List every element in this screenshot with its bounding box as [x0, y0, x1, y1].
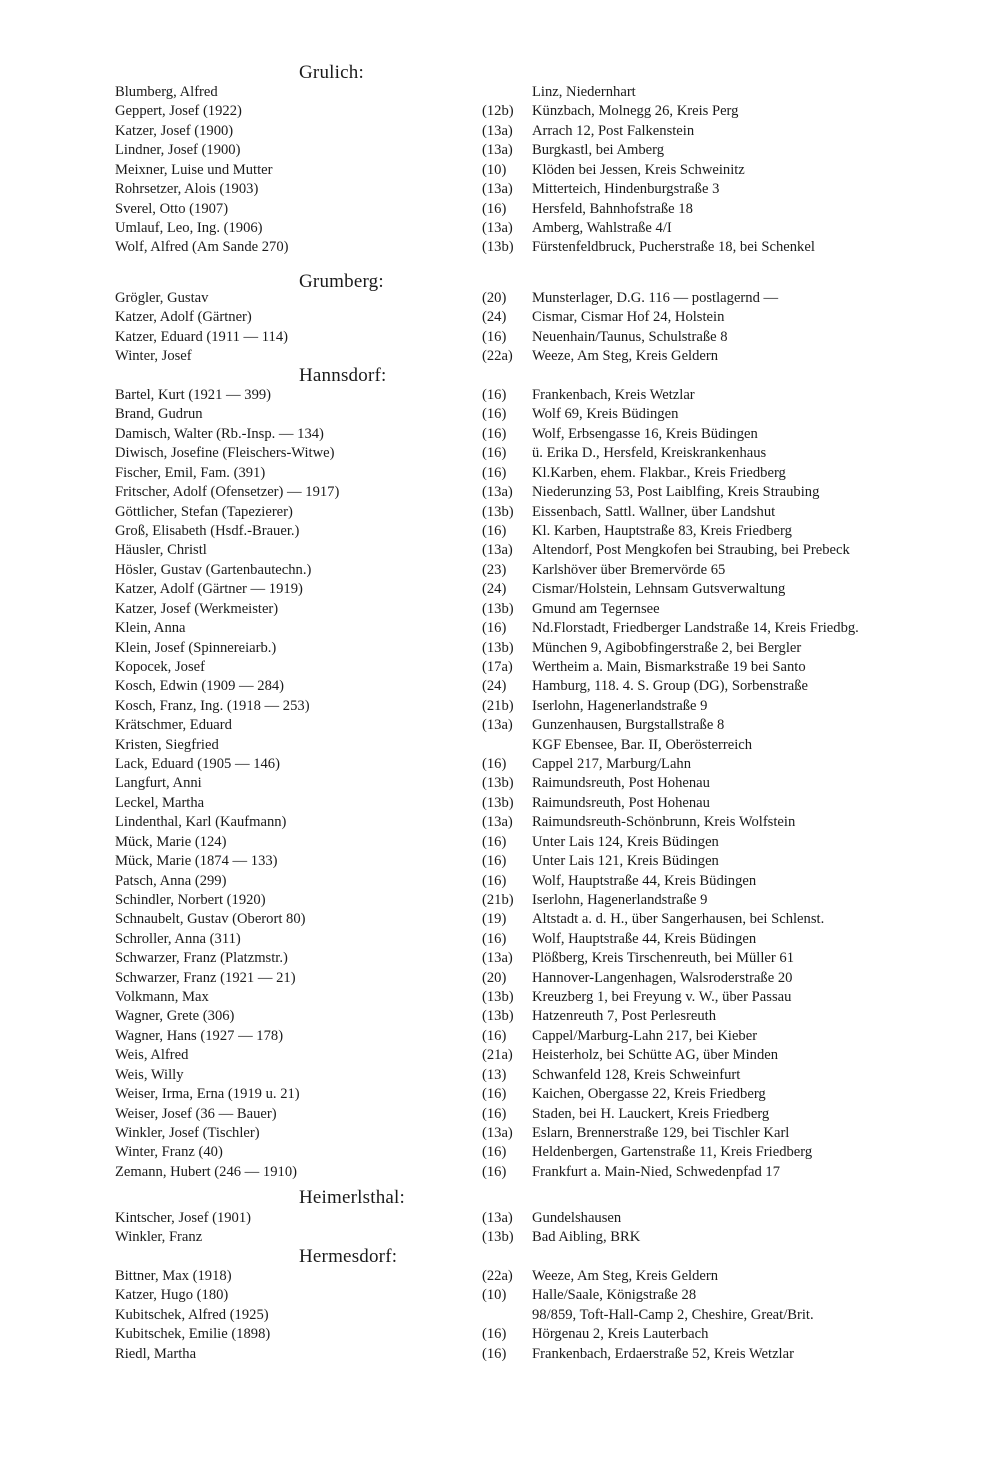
entry-row [0, 1325, 1000, 1344]
zone-code: (16) [482, 1144, 507, 1161]
entry-row [0, 1345, 1000, 1364]
address: Hörgenau 2, Kreis Lauterbach [532, 1326, 709, 1343]
address: Klöden bei Jessen, Kreis Schweinitz [532, 161, 745, 178]
zone-code: (16) [482, 406, 507, 423]
address: Hannover-Langenhagen, Walsroderstraße 20 [532, 969, 793, 986]
zone-code: (16) [482, 328, 507, 345]
zone-code: (13b) [482, 600, 514, 617]
person-name: Kristen, Siegfried [115, 736, 219, 753]
zone-code: (16) [482, 756, 507, 772]
zone-code: (10) [482, 161, 507, 178]
person-name: Schwarzer, Franz (1921 — 21) [115, 969, 296, 986]
entry-row [0, 522, 1000, 541]
person-name: Lindenthal, Karl (Kaufmann) [115, 814, 287, 831]
address: Raimundsreuth-Schönbrunn, Kreis Wolfstein [532, 814, 796, 831]
person-name: Weis, Willy [115, 1066, 184, 1083]
zone-code: (13a) [482, 219, 513, 236]
address: Raimundsreuth, Post Hohenau [532, 775, 710, 792]
zone-code: (16) [482, 522, 507, 539]
person-name: Wagner, Hans (1927 — 178) [115, 1027, 284, 1044]
zone-code: (13b) [482, 239, 514, 256]
section-heading: Grumberg: [299, 271, 384, 292]
zone-code: (13a) [482, 950, 513, 967]
zone-code: (10) [482, 1287, 507, 1304]
zone-code: (16) [482, 853, 507, 870]
address: Kreuzberg 1, bei Freyung v. W., über Passau [532, 989, 792, 1005]
person-name: Rohrsetzer, Alois (1903) [115, 181, 259, 198]
person-name: Kosch, Franz, Ing. (1918 — 253) [115, 697, 310, 714]
person-name: Grögler, Gustav [115, 290, 209, 306]
address: Frankfurt a. Main-Nied, Schwedenpfad 17 [532, 1163, 781, 1180]
person-name: Katzer, Eduard (1911 — 114) [115, 328, 288, 345]
entry-row [0, 833, 1000, 852]
address: Heldenbergen, Gartenstraße 11, Kreis Friedberg [532, 1144, 813, 1161]
address: Linz, Niedernhart [532, 84, 636, 100]
address: Halle/Saale, Königstraße 28 [532, 1287, 697, 1304]
zone-code: (19) [482, 911, 507, 928]
zone-code: (21b) [482, 891, 514, 908]
address: Eissenbach, Sattl. Wallner, über Landshut [532, 503, 776, 520]
entry-row [0, 483, 1000, 502]
address: München 9, Agibobfingerstraße 2, bei Bergler [532, 639, 802, 656]
zone-code: (13a) [482, 181, 513, 198]
entry-row [0, 852, 1000, 871]
zone-code: (21a) [482, 1047, 513, 1064]
section-heading: Hannsdorf: [299, 365, 387, 386]
person-name: Riedl, Martha [115, 1345, 197, 1362]
person-name: Bittner, Max (1918) [115, 1268, 232, 1284]
address: Altstadt a. d. H., über Sangerhausen, bei Schlenst. [532, 911, 825, 928]
address: Amberg, Wahlstraße 4/I [532, 219, 672, 236]
address: Eslarn, Brennerstraße 129, bei Tischler Karl [532, 1125, 790, 1141]
address: Plößberg, Kreis Tirschenreuth, bei Müller 61 [532, 950, 794, 967]
zone-code: (12b) [482, 103, 514, 120]
address: Frankenbach, Erdaerstraße 52, Kreis Wetzlar [532, 1345, 794, 1362]
person-name: Göttlicher, Stefan (Tapezierer) [115, 503, 293, 520]
zone-code: (13a) [482, 142, 513, 159]
address: Unter Lais 121, Kreis Büdingen [532, 853, 719, 870]
entry-row [0, 639, 1000, 658]
address: Kl. Karben, Hauptstraße 83, Kreis Friedberg [532, 522, 792, 539]
person-name: Blumberg, Alfred [115, 84, 218, 100]
address: Gunzenhausen, Burgstallstraße 8 [532, 717, 725, 734]
zone-code: (20) [482, 290, 507, 306]
person-name: Kintscher, Josef (1901) [115, 1210, 251, 1226]
address: Burgkastl, bei Amberg [532, 142, 665, 159]
zone-code: (16) [482, 833, 507, 850]
person-name: Geppert, Josef (1922) [115, 103, 242, 120]
zone-code: (13a) [482, 814, 513, 831]
entry-row [0, 949, 1000, 968]
person-name: Fischer, Emil, Fam. (391) [115, 464, 266, 481]
zone-code: (22a) [482, 1268, 513, 1284]
zone-code: (16) [482, 1345, 507, 1362]
section-heading: Heimerlsthal: [299, 1187, 406, 1208]
person-name: Kubitschek, Alfred (1925) [115, 1306, 269, 1323]
entry-row [0, 813, 1000, 832]
address: Kaichen, Obergasse 22, Kreis Friedberg [532, 1086, 766, 1103]
person-name: Winter, Franz (40) [115, 1144, 223, 1161]
address: Heisterholz, bei Schütte AG, über Minden [532, 1047, 779, 1064]
person-name: Wagner, Grete (306) [115, 1008, 235, 1025]
zone-code: (16) [482, 1086, 507, 1103]
address: Wolf, Hauptstraße 44, Kreis Büdingen [532, 930, 757, 947]
person-name: Weiser, Josef (36 — Bauer) [115, 1105, 277, 1122]
entry-row [0, 600, 1000, 619]
person-name: Winkler, Franz [115, 1229, 203, 1246]
address: Arrach 12, Post Falkenstein [532, 122, 695, 139]
address: Nd.Florstadt, Friedberger Landstraße 14, Kreis Friedbg. [532, 620, 859, 636]
address: Künzbach, Molnegg 26, Kreis Perg [532, 103, 739, 120]
address: ü. Erika D., Hersfeld, Kreiskrankenhaus [532, 445, 767, 462]
address: Raimundsreuth, Post Hohenau [532, 794, 710, 811]
zone-code: (13a) [482, 122, 513, 139]
zone-code: (16) [482, 1105, 507, 1122]
address: Cappel/Marburg-Lahn 217, bei Kieber [532, 1027, 758, 1044]
entry-row [0, 930, 1000, 949]
person-name: Kopocek, Josef [115, 658, 205, 675]
entry-row [0, 1027, 1000, 1046]
entry-row [0, 238, 1000, 257]
zone-code: (13b) [482, 989, 514, 1005]
address: Bad Aibling, BRK [532, 1229, 641, 1246]
person-name: Schroller, Anna (311) [115, 930, 241, 947]
section-heading: Grulich: [299, 62, 364, 83]
person-name: Volkmann, Max [115, 989, 209, 1005]
zone-code: (13a) [482, 717, 513, 734]
entry-row [0, 347, 1000, 366]
entry-row [0, 716, 1000, 735]
zone-code: (24) [482, 581, 507, 598]
address: Fürstenfeldbruck, Pucherstraße 18, bei Schenkel [532, 239, 815, 256]
address: Gmund am Tegernsee [532, 600, 660, 617]
address: Weeze, Am Steg, Kreis Geldern [532, 348, 719, 365]
entry-row [0, 161, 1000, 180]
person-name: Mück, Marie (124) [115, 833, 227, 850]
address: Hersfeld, Bahnhofstraße 18 [532, 200, 693, 217]
zone-code: (13b) [482, 794, 514, 811]
zone-code: (16) [482, 620, 507, 636]
section-heading: Hermesdorf: [299, 1246, 398, 1267]
entry-row [0, 1163, 1000, 1182]
person-name: Fritscher, Adolf (Ofensetzer) — 1917) [115, 484, 340, 501]
entry-row [0, 102, 1000, 121]
entry-row [0, 386, 1000, 405]
person-name: Patsch, Anna (299) [115, 872, 227, 889]
zone-code: (16) [482, 387, 507, 403]
person-name: Häusler, Christl [115, 542, 207, 559]
address: Cappel 217, Marburg/Lahn [532, 756, 692, 772]
address: Gundelshausen [532, 1210, 622, 1226]
zone-code: (13b) [482, 639, 514, 656]
entry-row [0, 219, 1000, 238]
entry-row [0, 541, 1000, 560]
entry-row [0, 83, 1000, 102]
entry-row [0, 755, 1000, 774]
address: Hamburg, 118. 4. S. Group (DG), Sorbenstraße [532, 678, 809, 695]
address: Cismar, Cismar Hof 24, Holstein [532, 309, 725, 326]
entry-row [0, 289, 1000, 308]
zone-code: (16) [482, 425, 507, 442]
zone-code: (23) [482, 561, 507, 578]
person-name: Katzer, Hugo (180) [115, 1287, 229, 1304]
person-name: Schwarzer, Franz (Platzmstr.) [115, 950, 288, 967]
entry-row [0, 425, 1000, 444]
entry-row [0, 328, 1000, 347]
person-name: Krätschmer, Eduard [115, 717, 232, 734]
person-name: Katzer, Josef (1900) [115, 122, 234, 139]
zone-code: (24) [482, 678, 507, 695]
entry-row [0, 910, 1000, 929]
address: Wolf, Hauptstraße 44, Kreis Büdingen [532, 872, 757, 889]
address: Munsterlager, D.G. 116 — postlagernd — [532, 290, 779, 306]
person-name: Bartel, Kurt (1921 — 399) [115, 387, 272, 403]
person-name: Winter, Josef [115, 348, 192, 365]
address: Iserlohn, Hagenerlandstraße 9 [532, 697, 708, 714]
person-name: Kosch, Edwin (1909 — 284) [115, 678, 285, 695]
entry-row [0, 580, 1000, 599]
zone-code: (24) [482, 309, 507, 326]
address: Altendorf, Post Mengkofen bei Straubing, bei Prebeck [532, 542, 850, 559]
person-name: Katzer, Adolf (Gärtner — 1919) [115, 581, 303, 598]
entry-row [0, 122, 1000, 141]
entry-row [0, 308, 1000, 327]
entry-row [0, 677, 1000, 696]
zone-code: (16) [482, 1326, 507, 1343]
address: Staden, bei H. Lauckert, Kreis Friedberg [532, 1105, 770, 1122]
entry-row [0, 774, 1000, 793]
zone-code: (13b) [482, 775, 514, 792]
address: Kl.Karben, ehem. Flakbar., Kreis Friedberg [532, 464, 786, 481]
entry-row [0, 1143, 1000, 1162]
entry-row [0, 697, 1000, 716]
address: Wolf 69, Kreis Büdingen [532, 406, 679, 423]
zone-code: (16) [482, 200, 507, 217]
person-name: Lindner, Josef (1900) [115, 142, 241, 159]
entry-row [0, 1066, 1000, 1085]
entry-row [0, 444, 1000, 463]
address: Schwanfeld 128, Kreis Schweinfurt [532, 1066, 741, 1083]
address: Weeze, Am Steg, Kreis Geldern [532, 1268, 719, 1284]
zone-code: (16) [482, 1163, 507, 1180]
zone-code: (13b) [482, 503, 514, 520]
entry-row [0, 561, 1000, 580]
entry-row [0, 180, 1000, 199]
person-name: Weis, Alfred [115, 1047, 189, 1064]
entry-row [0, 1085, 1000, 1104]
person-name: Diwisch, Josefine (Fleischers-Witwe) [115, 445, 335, 462]
address: 98/859, Toft-Hall-Camp 2, Cheshire, Great/Brit. [532, 1306, 814, 1323]
entry-row [0, 1007, 1000, 1026]
zone-code: (20) [482, 969, 507, 986]
entry-row [0, 1124, 1000, 1143]
person-name: Lack, Eduard (1905 — 146) [115, 756, 280, 772]
entry-row [0, 1306, 1000, 1325]
person-name: Langfurt, Anni [115, 775, 202, 792]
address: Wertheim a. Main, Bismarkstraße 19 bei Santo [532, 658, 806, 675]
person-name: Leckel, Martha [115, 794, 205, 811]
address: Frankenbach, Kreis Wetzlar [532, 387, 695, 403]
person-name: Schnaubelt, Gustav (Oberort 80) [115, 911, 306, 928]
zone-code: (13) [482, 1066, 507, 1083]
zone-code: (16) [482, 872, 507, 889]
address: KGF Ebensee, Bar. II, Oberösterreich [532, 736, 753, 753]
entry-row [0, 1267, 1000, 1286]
entry-row [0, 405, 1000, 424]
person-name: Meixner, Luise und Mutter [115, 161, 273, 178]
person-name: Sverel, Otto (1907) [115, 200, 229, 217]
person-name: Schindler, Norbert (1920) [115, 891, 266, 908]
person-name: Mück, Marie (1874 — 133) [115, 853, 278, 870]
person-name: Winkler, Josef (Tischler) [115, 1125, 260, 1141]
person-name: Weiser, Irma, Erna (1919 u. 21) [115, 1086, 300, 1103]
zone-code: (13a) [482, 484, 513, 501]
person-name: Kubitschek, Emilie (1898) [115, 1326, 271, 1343]
person-name: Hösler, Gustav (Gartenbautechn.) [115, 561, 312, 578]
person-name: Brand, Gudrun [115, 406, 203, 423]
zone-code: (16) [482, 445, 507, 462]
zone-code: (13b) [482, 1229, 514, 1246]
person-name: Groß, Elisabeth (Hsdf.-Brauer.) [115, 522, 300, 539]
entry-row [0, 969, 1000, 988]
entry-row [0, 464, 1000, 483]
address: Unter Lais 124, Kreis Büdingen [532, 833, 719, 850]
entry-row [0, 1046, 1000, 1065]
zone-code: (22a) [482, 348, 513, 365]
address: Iserlohn, Hagenerlandstraße 9 [532, 891, 708, 908]
entry-row [0, 1286, 1000, 1305]
entry-row [0, 872, 1000, 891]
entry-row [0, 1228, 1000, 1247]
entry-row [0, 1209, 1000, 1228]
zone-code: (16) [482, 1027, 507, 1044]
address: Wolf, Erbsengasse 16, Kreis Büdingen [532, 425, 758, 442]
entry-row [0, 988, 1000, 1007]
person-name: Zemann, Hubert (246 — 1910) [115, 1163, 297, 1180]
person-name: Katzer, Adolf (Gärtner) [115, 309, 252, 326]
person-name: Umlauf, Leo, Ing. (1906) [115, 219, 263, 236]
entry-row [0, 503, 1000, 522]
zone-code: (13b) [482, 1008, 514, 1025]
zone-code: (16) [482, 930, 507, 947]
person-name: Damisch, Walter (Rb.-Insp. — 134) [115, 425, 324, 442]
entry-row [0, 200, 1000, 219]
zone-code: (13a) [482, 1210, 513, 1226]
entry-row [0, 141, 1000, 160]
zone-code: (17a) [482, 658, 513, 675]
person-name: Katzer, Josef (Werkmeister) [115, 600, 279, 617]
address: Cismar/Holstein, Lehnsam Gutsverwaltung [532, 581, 786, 598]
zone-code: (13a) [482, 542, 513, 559]
address: Hatzenreuth 7, Post Perlesreuth [532, 1008, 716, 1025]
zone-code: (16) [482, 464, 507, 481]
entry-row [0, 1105, 1000, 1124]
entry-row [0, 794, 1000, 813]
address: Mitterteich, Hindenburgstraße 3 [532, 181, 720, 198]
zone-code: (21b) [482, 697, 514, 714]
entry-row [0, 891, 1000, 910]
person-name: Klein, Josef (Spinnereiarb.) [115, 639, 277, 656]
person-name: Wolf, Alfred (Am Sande 270) [115, 239, 289, 256]
entry-row [0, 619, 1000, 638]
entry-row [0, 658, 1000, 677]
address: Neuenhain/Taunus, Schulstraße 8 [532, 328, 728, 345]
address: Karlshöver über Bremervörde 65 [532, 561, 726, 578]
entry-row [0, 736, 1000, 755]
person-name: Klein, Anna [115, 620, 186, 636]
zone-code: (13a) [482, 1125, 513, 1141]
address: Niederunzing 53, Post Laiblfing, Kreis Straubing [532, 484, 820, 501]
